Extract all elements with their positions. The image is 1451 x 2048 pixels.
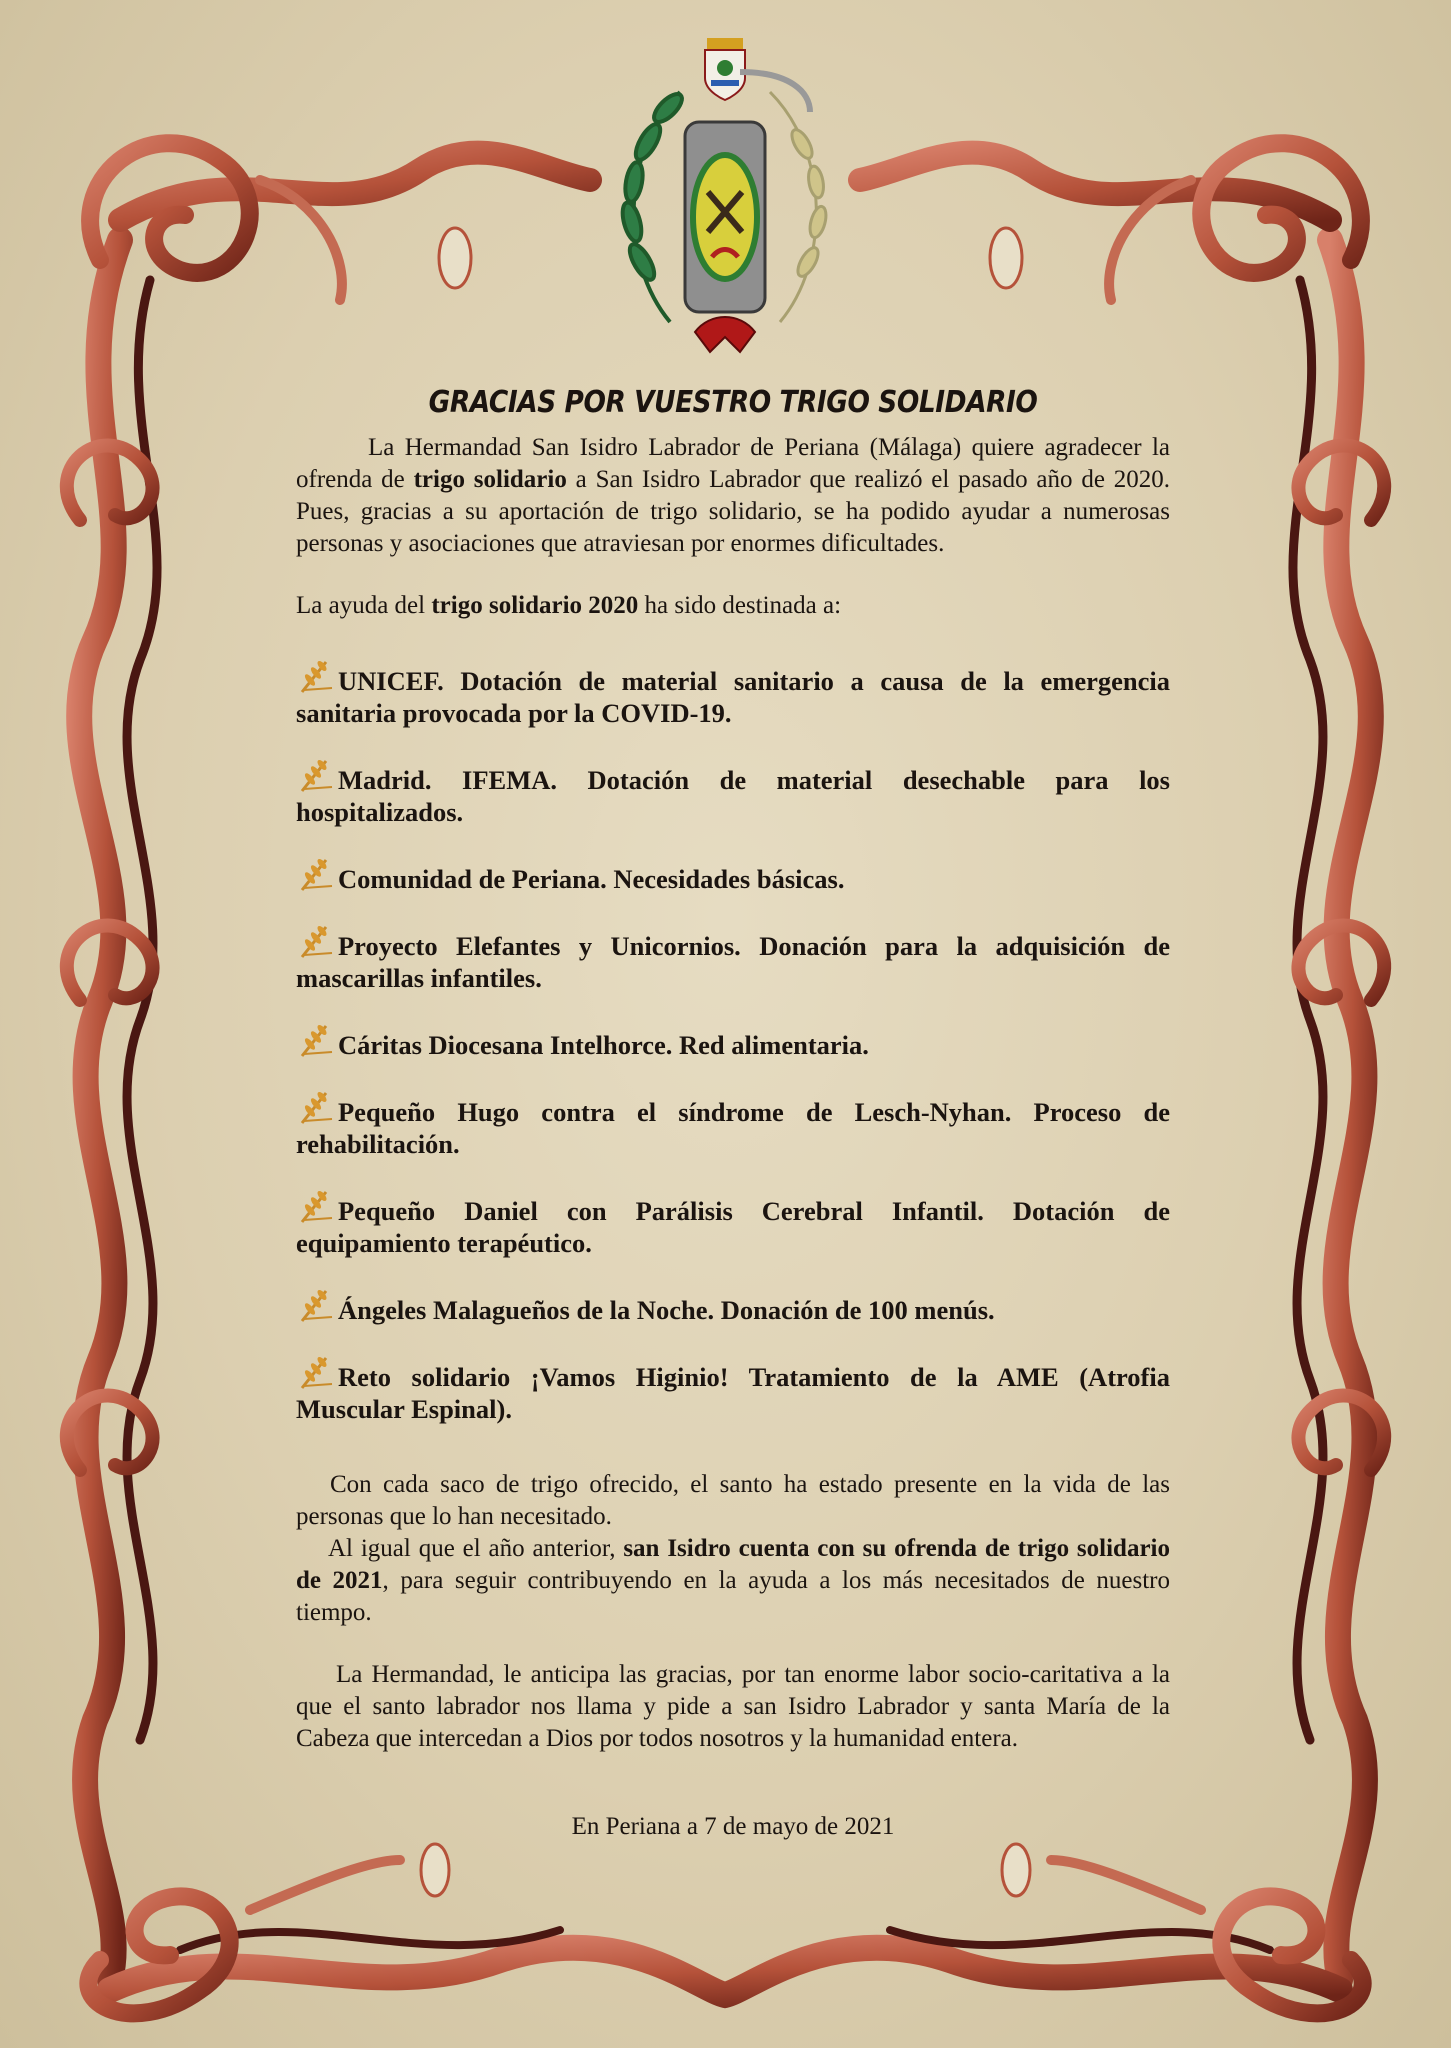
wheat-icon: [296, 921, 336, 955]
wheat-icon: [296, 755, 336, 789]
wheat-icon: [296, 1186, 336, 1220]
intro-paragraph: La Hermandad San Isidro Labrador de Periana (Málaga) quiere agradecer la ofrenda de trigo solidario a San Isidro Labrador que realizó el pasado año de 2020. Pues, gracias a su aportación de trigo solidario, se ha podido ayudar a numerosas personas y asociaciones que atraviesan por enormes dificultades.: [296, 434, 1170, 557]
page-title: GRACIAS POR VUESTRO TRIGO SOLIDARIO: [428, 385, 1038, 420]
lead-sentence: La ayuda del trigo solidario 2020 ha sido destinada a:: [296, 592, 842, 619]
closing-paragraph-2: Al igual que el año anterior, san Isidro cuenta con su ofrenda de trigo solidario de 2021, para seguir contribuyendo en la ayuda a los más necesitados de nuestro tiempo.: [296, 1535, 1171, 1626]
list-item: Ángeles Malagueños de la Noche. Donación de 100 menús.: [296, 1285, 1170, 1326]
date-line: En Periana a 7 de mayo de 2021: [571, 1813, 895, 1840]
list-item: Comunidad de Periana. Necesidades básicas.: [296, 854, 1170, 895]
list-item: Pequeño Daniel con Parálisis Cerebral Infantil. Dotación de equipamiento terapéutico.: [296, 1186, 1170, 1259]
list-item: UNICEF. Dotación de material sanitario a causa de la emergencia sanitaria provocada por la COVID-19.: [296, 656, 1170, 729]
wheat-icon: [296, 1352, 336, 1386]
wheat-icon: [296, 1087, 336, 1121]
donation-list: [296, 656, 1170, 1425]
closing-section: [296, 1469, 1170, 1629]
final-paragraph: La Hermandad, le anticipa las gracias, por tan enorme labor socio-caritativa a la que el santo labrador nos llama y pide a san Isidro Labrador y santa María de la Cabeza que intercedan a Dios por todos nosotros y la humanidad entera.: [296, 1661, 1170, 1752]
wheat-icon: [296, 1020, 336, 1054]
wheat-icon: [296, 656, 336, 690]
wheat-icon: [296, 1285, 336, 1319]
closing-paragraph-1: Con cada saco de trigo ofrecido, el santo ha estado presente en la vida de las personas que lo han necesitado.: [296, 1471, 1170, 1530]
list-item: Pequeño Hugo contra el síndrome de Lesch-Nyhan. Proceso de rehabilitación.: [296, 1087, 1170, 1160]
crest-icon: [600, 32, 850, 362]
list-item: Madrid. IFEMA. Dotación de material desechable para los hospitalizados.: [296, 755, 1170, 828]
letter-body: [296, 385, 1171, 1840]
list-item: Proyecto Elefantes y Unicornios. Donación para la adquisición de mascarillas infantiles.: [296, 921, 1170, 994]
list-item: Reto solidario ¡Vamos Higinio! Tratamiento de la AME (Atrofia Muscular Espinal).: [296, 1352, 1170, 1425]
wheat-icon: [296, 854, 336, 888]
list-item: Cáritas Diocesana Intelhorce. Red alimentaria.: [296, 1020, 1170, 1061]
